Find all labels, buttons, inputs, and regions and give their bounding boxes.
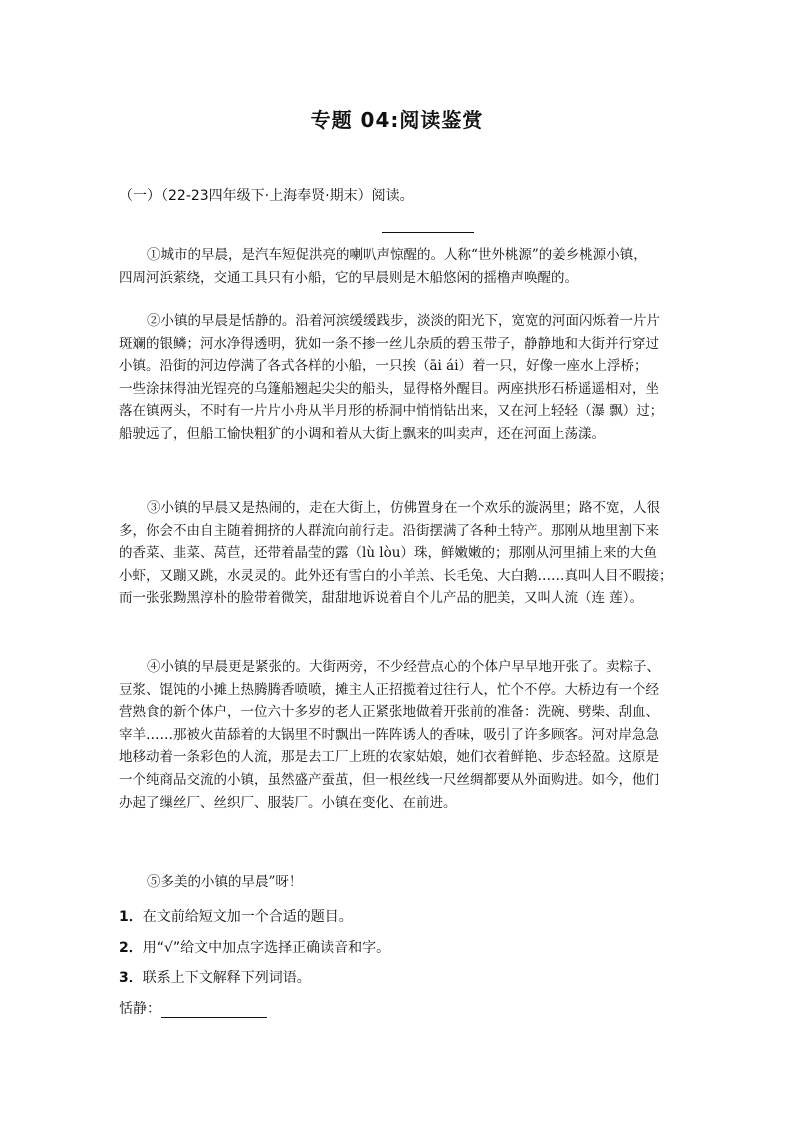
text-line: ⑤多美的小镇的早晨”呀！ (147, 874, 303, 890)
question-number: 3． (119, 970, 143, 986)
text-line: 小虾，又蹦又跳，水灵灵的。此外还有雪白的小羊羔、长毛兔、大白鹅……真叫人目不暇接； (119, 567, 673, 584)
text-line: 船驶远了，但船工愉快粗犷的小调和着从大街上飘来的叫卖声，还在河面上荡漾。 (119, 425, 605, 442)
text-line: 的香菜、韭菜、莴苣，还带着晶莹的露（lù lòu）珠，鲜嫩嫩的；那刚从河里捕上来的大鱼 (119, 545, 657, 562)
question-number: 1． (119, 909, 143, 925)
text-line: 一些涂抹得油光锃亮的乌篷船翘起尖尖的船头，显得格外醒目。两座拱形石桥遥遥相对，坐 (119, 380, 659, 397)
paragraph-4 (119, 656, 675, 814)
text-line: ③小镇的早晨又是热闹的，走在大街上，仿佛置身在一个欢乐的漩涡里；路不宽，人很 (147, 500, 660, 516)
text-line: 小镇。沿街的河边停满了各式各样的小船，一只挨（āi ái）着一只，好像一座水上浮桥； (119, 358, 648, 375)
text-line: 四周河浜萦绕，交通工具只有小船，它的早晨则是木船悠闲的摇橹声唤醒的。 (119, 269, 578, 286)
title-answer-blank[interactable] (382, 232, 474, 233)
text-line: 办起了缫丝厂、丝织厂、服装厂。小镇在变化、在前进。 (119, 794, 457, 811)
paragraph-1 (119, 244, 675, 289)
text-line: 一个纯商品交流的小镇，虽然盛产蚕茧，但一根丝线一尺丝绸都要从外面购进。如今，他们 (119, 771, 659, 788)
paragraph-5 (119, 871, 675, 894)
text-line: 而一张张黝黑淳朴的脸带着微笑，甜甜地诉说着自个儿产品的肥美，又叫人流（连 莲）。 (119, 590, 644, 607)
page-title: 专题 04:阅读鉴赏 (310, 108, 484, 132)
question-text: 用“√”给文中加点字选择正确读音和字。 (142, 940, 391, 956)
text-line: ②小镇的早晨是恬静的。沿着河滨缓缓践步，淡淡的阳光下，宽宽的河面闪烁着一片片 (147, 313, 660, 329)
question-2 (119, 937, 390, 957)
section-heading: （一）（22-23四年级下·上海奉贤·期末）阅读。 (119, 188, 414, 204)
paragraph-3 (119, 497, 675, 610)
text-line: 斑斓的银鳞；河水净得透明，犹如一条不掺一丝儿杂质的碧玉带子，静静地和大街并行穿过 (119, 335, 659, 352)
text-line: 宰羊……那被火苗舔着的大锅里不时飘出一阵阵诱人的香味，吸引了许多顾客。河对岸急急 (119, 726, 659, 743)
text-line: ①城市的早晨，是汽车短促洪亮的喇叭声惊醒的。人称“世外桃源”的姜乡桃源小镇， (147, 247, 647, 263)
paragraph-2 (119, 310, 675, 446)
answer-blank[interactable] (161, 1003, 267, 1018)
answer-label: 恬静： (119, 1001, 161, 1017)
question-text: 在文前给短文加一个合适的题目。 (142, 909, 353, 925)
text-line: 地移动着一条彩色的人流，那是去工厂上班的农家姑娘，她们衣着鲜艳、步态轻盈。这原是 (119, 749, 659, 766)
question-text: 联系上下文解释下列词语。 (142, 970, 311, 986)
text-line: 豆浆、馄饨的小摊上热腾腾香喷喷，摊主人正招揽着过往行人，忙个不停。大桥边有一个经 (119, 681, 659, 698)
question-number: 2． (119, 940, 143, 956)
text-line: 多，你会不由自主随着拥挤的人群流向前行走。沿街摆满了各种土特产。那刚从地里割下来 (119, 522, 659, 539)
answer-row (119, 998, 267, 1018)
text-line: ④小镇的早晨更是紧张的。大街两旁，不少经营点心的个体户早早地开张了。卖粽子、 (147, 659, 660, 675)
text-line: 落在镇两头，不时有一片片小舟从半月形的桥洞中悄悄钻出来，又在河上轻轻（瀑 飘）过； (119, 403, 664, 420)
text-line: 营熟食的新个体户，一位六十多岁的老人正紧张地做着开张前的准备：洗碗、劈柴、刮血、 (119, 704, 659, 721)
question-3 (119, 967, 311, 987)
question-1 (119, 906, 353, 926)
